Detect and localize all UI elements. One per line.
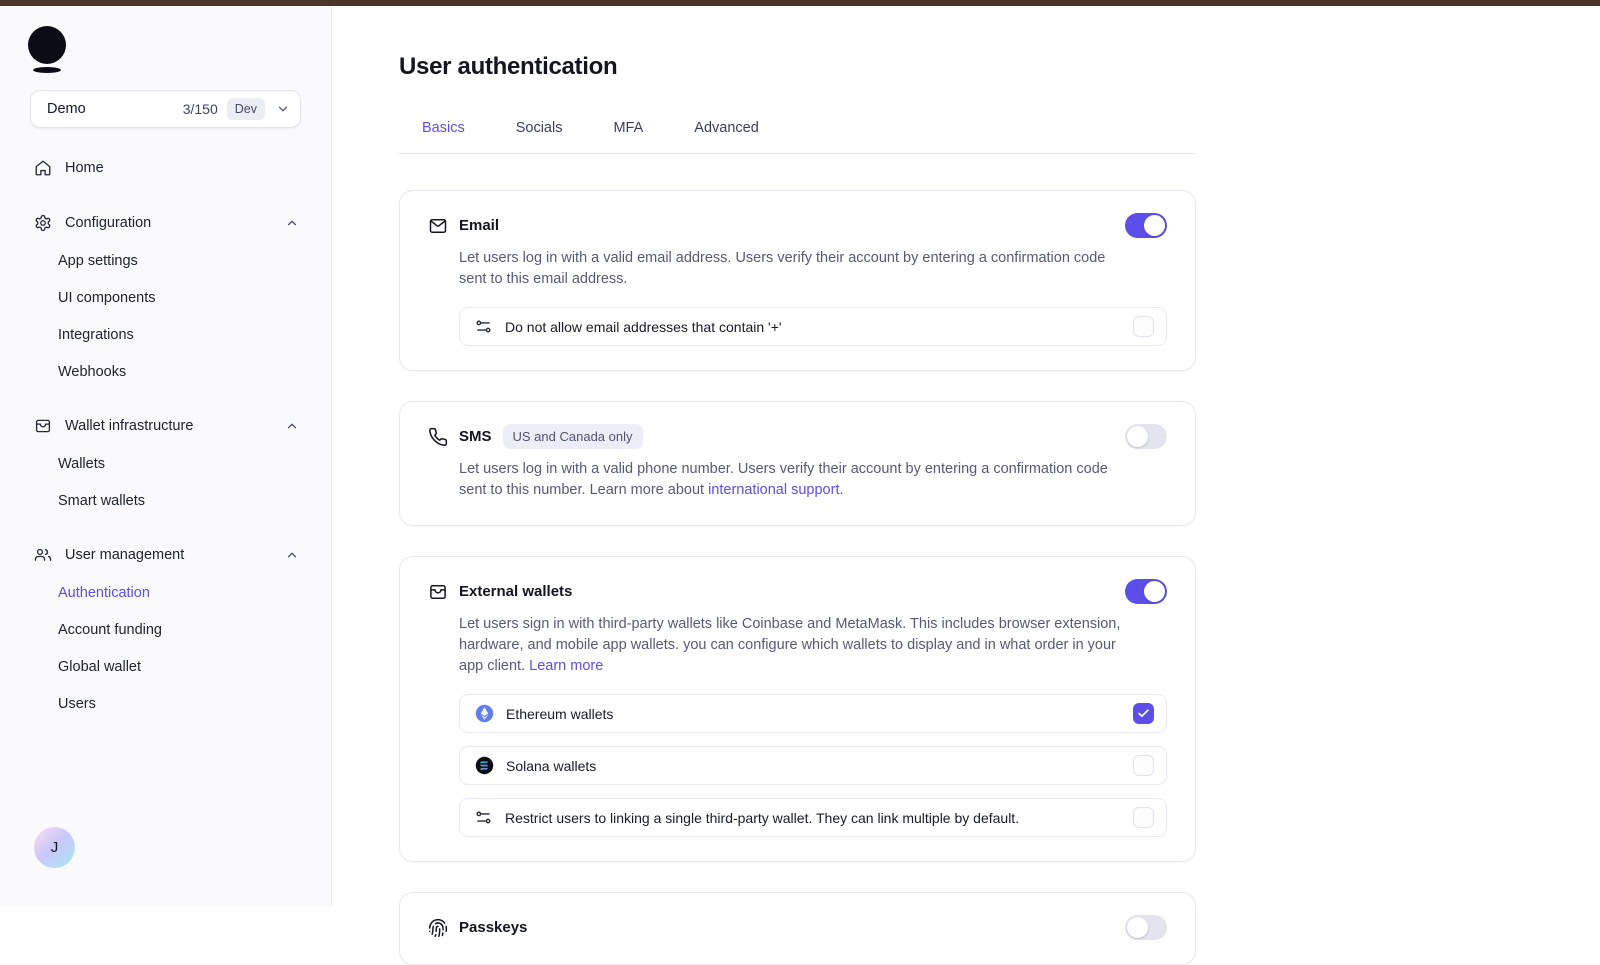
logo-base-icon xyxy=(33,67,61,73)
sidebar-sub-label: App settings xyxy=(58,252,138,269)
sidebar-sub-label: Authentication xyxy=(58,584,150,601)
sidebar-sub-label: Webhooks xyxy=(58,363,127,380)
solana-wallets-row[interactable] xyxy=(459,746,1167,785)
check-icon xyxy=(1137,707,1150,720)
chevron-up-icon xyxy=(285,419,299,433)
sidebar-item-configuration[interactable] xyxy=(0,204,331,242)
sidebar-item-user-management[interactable] xyxy=(0,536,331,574)
wallet-icon xyxy=(34,417,52,435)
page-title: User authentication xyxy=(399,53,618,80)
avatar-initial: J xyxy=(50,839,59,856)
passkeys-card xyxy=(399,892,1196,965)
logo-ball-icon xyxy=(28,26,66,64)
sidebar-item-integrations[interactable] xyxy=(0,316,331,353)
split-icon xyxy=(475,809,492,826)
email-card xyxy=(399,190,1196,371)
card-description: Let users log in with a valid email address. Users verify their account by entering a confirmation code sent to this email address. xyxy=(459,250,1106,287)
tab-mfa[interactable]: MFA xyxy=(613,120,644,136)
sidebar-item-label: User management xyxy=(65,547,185,563)
sidebar-item-ui-components[interactable] xyxy=(0,279,331,316)
card-title: Passkeys xyxy=(459,919,528,936)
sidebar-item-label: Home xyxy=(65,160,104,176)
sidebar-item-smart-wallets[interactable] xyxy=(0,482,331,519)
solana-checkbox[interactable] xyxy=(1133,755,1154,776)
ethereum-checkbox[interactable] xyxy=(1133,703,1154,724)
tab-advanced[interactable]: Advanced xyxy=(694,120,759,136)
sidebar-sub-label: UI components xyxy=(58,289,156,306)
ethereum-wallets-row[interactable] xyxy=(459,694,1167,733)
chevron-up-icon xyxy=(285,548,299,562)
international-support-link[interactable]: international support xyxy=(708,482,840,498)
card-title: External wallets xyxy=(459,583,573,600)
toggle-knob xyxy=(1144,215,1165,236)
sidebar-nav xyxy=(0,149,331,722)
restrict-linking-checkbox[interactable] xyxy=(1133,807,1154,828)
restrict-linking-row[interactable] xyxy=(459,798,1167,837)
sidebar-item-app-settings[interactable] xyxy=(0,242,331,279)
option-label: Solana wallets xyxy=(506,757,597,774)
card-description: Let users sign in with third-party wallets like Coinbase and MetaMask. This includes browser extension, hardware, and mobile app wallets. you can configure which wallets to display and in what order in your app client. Learn more xyxy=(459,616,1121,674)
learn-more-link[interactable]: Learn more xyxy=(529,658,604,674)
toggle-knob xyxy=(1127,426,1148,447)
sms-toggle[interactable] xyxy=(1125,424,1167,449)
wallet-icon xyxy=(428,582,448,602)
split-icon xyxy=(475,318,492,335)
ethereum-icon xyxy=(475,704,494,723)
sidebar-item-users[interactable] xyxy=(0,685,331,722)
email-toggle[interactable] xyxy=(1125,213,1167,238)
email-plus-checkbox[interactable] xyxy=(1133,316,1154,337)
toggle-knob xyxy=(1144,581,1165,602)
home-icon xyxy=(34,159,52,177)
app-selector-name: Demo xyxy=(47,101,86,117)
sidebar-sub-label: Wallets xyxy=(58,455,105,472)
phone-icon xyxy=(428,427,448,447)
external-wallets-toggle[interactable] xyxy=(1125,579,1167,604)
sidebar-item-label: Configuration xyxy=(65,215,152,231)
sidebar-sub-label: Global wallet xyxy=(58,658,142,675)
tab-bar xyxy=(399,120,1196,154)
fingerprint-icon xyxy=(428,918,448,938)
app-logo xyxy=(28,26,66,73)
sms-card xyxy=(399,401,1196,526)
card-description: Let users log in with a valid phone number. Users verify their account by entering a confirmation code sent to this number. Learn more about international support. xyxy=(459,461,1108,498)
users-icon xyxy=(34,546,52,564)
user-avatar[interactable] xyxy=(34,827,75,868)
sidebar-item-wallet-infrastructure[interactable] xyxy=(0,407,331,445)
sidebar-item-account-funding[interactable] xyxy=(0,611,331,648)
option-label: Restrict users to linking a single third-party wallet. They can link multiple by default. xyxy=(505,809,1020,826)
email-plus-option-row[interactable] xyxy=(459,307,1167,346)
gear-icon xyxy=(34,214,52,232)
sidebar-sub-label: Users xyxy=(58,695,96,712)
toggle-knob xyxy=(1127,917,1148,938)
sidebar-item-authentication[interactable] xyxy=(0,574,331,611)
sidebar xyxy=(0,6,332,906)
sidebar-item-global-wallet[interactable] xyxy=(0,648,331,685)
tab-basics[interactable]: Basics xyxy=(422,120,465,136)
sidebar-item-home[interactable] xyxy=(0,149,331,187)
sidebar-item-webhooks[interactable] xyxy=(0,353,331,390)
sidebar-item-wallets[interactable] xyxy=(0,445,331,482)
passkeys-toggle[interactable] xyxy=(1125,915,1167,940)
card-title: Email xyxy=(459,217,500,234)
option-label: Ethereum wallets xyxy=(506,705,614,722)
solana-icon xyxy=(475,756,494,775)
sidebar-item-label: Wallet infrastructure xyxy=(65,418,194,434)
env-badge: Dev xyxy=(227,98,265,120)
card-title: SMS xyxy=(459,428,492,445)
chevron-down-icon xyxy=(276,102,290,116)
main-content xyxy=(332,6,1600,936)
sidebar-sub-label: Account funding xyxy=(58,621,162,638)
tab-socials[interactable]: Socials xyxy=(515,120,563,136)
sidebar-sub-label: Integrations xyxy=(58,326,134,343)
region-badge: US and Canada only xyxy=(503,424,643,449)
sidebar-sub-label: Smart wallets xyxy=(58,492,146,509)
app-selector[interactable] xyxy=(30,90,301,128)
app-selector-count: 3/150 xyxy=(182,101,218,117)
external-wallets-card xyxy=(399,556,1196,862)
mail-icon xyxy=(428,216,448,236)
chevron-up-icon xyxy=(285,216,299,230)
option-label: Do not allow email addresses that contain '+' xyxy=(505,318,782,335)
